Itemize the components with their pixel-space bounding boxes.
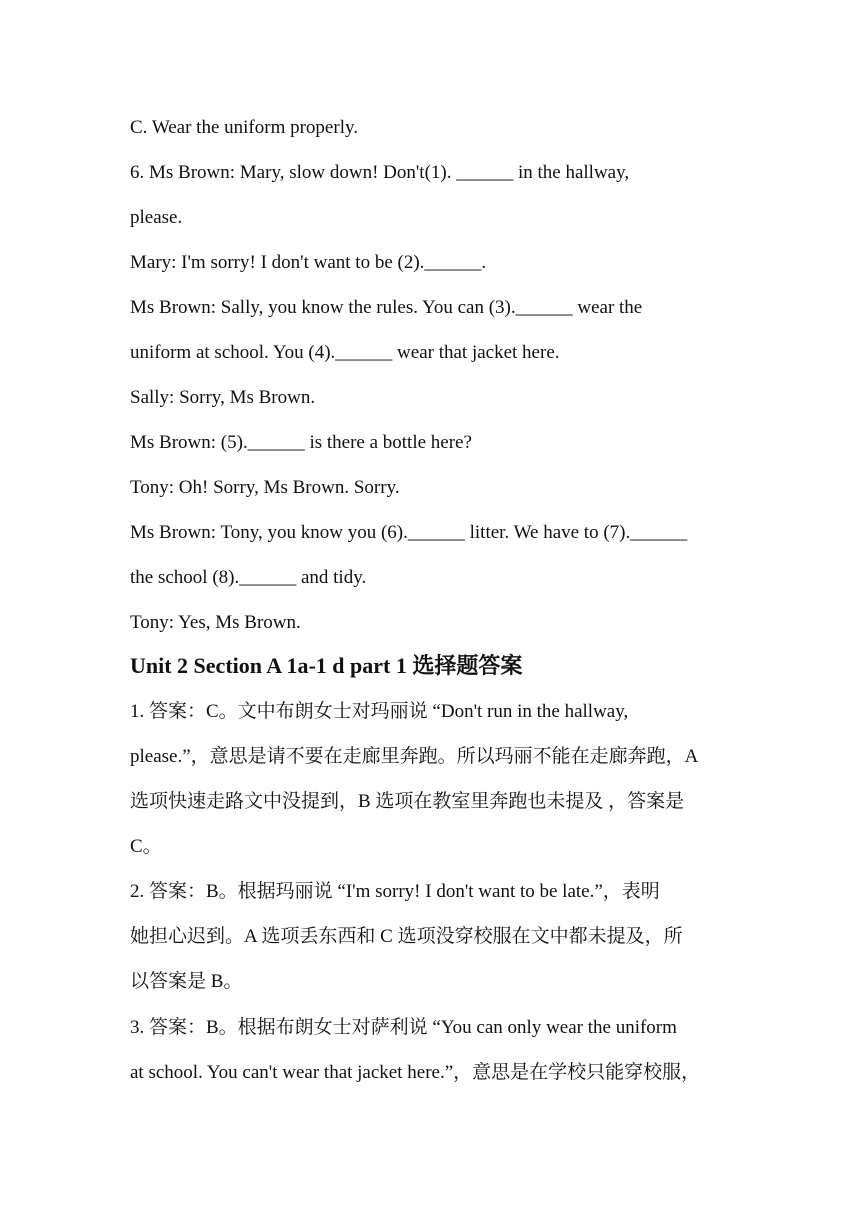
dialogue-line: Sally: Sorry, Ms Brown. xyxy=(130,387,316,408)
option-c-line: C. Wear the uniform properly. xyxy=(130,117,358,138)
question-6-line: 6. Ms Brown: Mary, slow down! Don't(1). ______ in the hallway, xyxy=(130,162,630,183)
answer-3-line: 3. 答案：B。根据布朗女士对萨利说 “You can only wear the uniform xyxy=(130,1017,677,1038)
dialogue-line: Ms Brown: Tony, you know you (6).______ litter. We have to (7).______ xyxy=(130,522,688,543)
answer-line: C。 xyxy=(130,836,162,857)
dialogue-line: Tony: Oh! Sorry, Ms Brown. Sorry. xyxy=(130,477,400,498)
answer-line: 选项快速走路文中没提到，B 选项在教室里奔跑也未提及 ，答案是 xyxy=(130,791,685,812)
answer-line: 她担心迟到。A 选项丢东西和 C 选项没穿校服在文中都未提及，所 xyxy=(130,926,683,947)
dialogue-line: Tony: Yes, Ms Brown. xyxy=(130,612,301,633)
dialogue-line: Ms Brown: (5).______ is there a bottle here? xyxy=(130,432,472,453)
answer-line: at school. You can't wear that jacket here.”，意思是在学校只能穿校服， xyxy=(130,1062,701,1083)
dialogue-line: uniform at school. You (4).______ wear that jacket here. xyxy=(130,342,560,363)
dialogue-line: Mary: I'm sorry! I don't want to be (2).______. xyxy=(130,252,487,273)
answer-line: 以答案是 B。 xyxy=(130,971,243,992)
answer-line: please.”，意思是请不要在走廊里奔跑。所以玛丽不能在走廊奔跑，A xyxy=(130,746,699,767)
dialogue-line: the school (8).______ and tidy. xyxy=(130,567,367,588)
section-heading: Unit 2 Section A 1a-1 d part 1 选择题答案 xyxy=(130,653,523,678)
answer-1-line: 1. 答案：C。文中布朗女士对玛丽说 “Don't run in the hallway, xyxy=(130,701,629,722)
dialogue-line: Ms Brown: Sally, you know the rules. You can (3).______ wear the xyxy=(130,297,643,318)
dialogue-line: please. xyxy=(130,207,183,228)
answer-2-line: 2. 答案：B。根据玛丽说 “I'm sorry! I don't want to be late.”，表明 xyxy=(130,881,660,902)
